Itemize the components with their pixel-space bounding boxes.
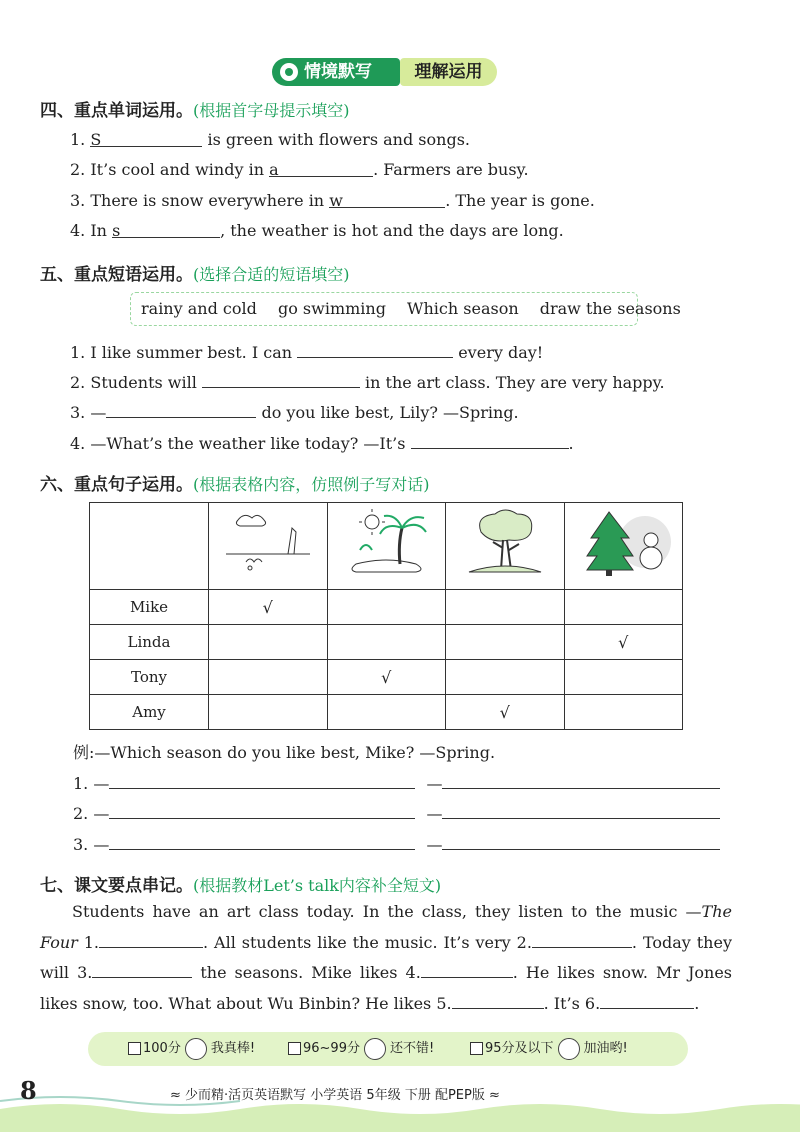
- mark-cell: √: [327, 660, 446, 695]
- mark-cell: [446, 660, 565, 695]
- passage-text: . Today they will: [40, 932, 732, 982]
- blank-number: 6.: [584, 993, 601, 1013]
- passage-text: . All students like the music. It’s very: [203, 932, 511, 952]
- corner-cell: [90, 503, 209, 590]
- blank-1[interactable]: [90, 130, 202, 147]
- blank[interactable]: [411, 432, 569, 449]
- blank-number: 4.: [405, 963, 421, 982]
- section-4-heading: 四、重点单词运用。: [40, 101, 193, 121]
- blank-number: 5.: [436, 993, 452, 1013]
- mark-cell: [564, 660, 683, 695]
- item-number: 3.: [70, 191, 86, 210]
- answer-blank[interactable]: [442, 772, 720, 789]
- summer-icon: [336, 506, 436, 582]
- mark-cell: √: [446, 695, 565, 730]
- summer-picture: [327, 503, 446, 590]
- answer-dash: —: [426, 804, 443, 823]
- item-number: 2.: [70, 160, 86, 179]
- mark-cell: √: [564, 625, 683, 660]
- mark-cell: [327, 695, 446, 730]
- flower-icon: [280, 63, 298, 81]
- banner-left-label: 情境默写: [304, 62, 372, 82]
- section-7-title: [40, 871, 441, 896]
- blank[interactable]: [297, 341, 453, 358]
- section-banner: [272, 58, 497, 86]
- section-6-hint: (根据表格内容，仿照例子写对话): [193, 475, 430, 494]
- item-text: . The year is gone.: [445, 191, 595, 210]
- sec5-item-1: [70, 341, 543, 362]
- score-range: 95分及以下: [485, 1041, 554, 1056]
- section-7-hint: (根据教材Let’s talk内容补全短文): [193, 876, 442, 895]
- phrase-option: draw the seasons: [539, 299, 681, 318]
- item-number: 1.: [70, 130, 86, 149]
- item-number: 4.: [70, 221, 86, 240]
- mark-cell: [327, 625, 446, 660]
- answer-blank[interactable]: [442, 802, 720, 819]
- item-text: 2. Students will: [70, 373, 202, 392]
- section-6-title: [40, 470, 430, 495]
- mark-cell: [209, 625, 328, 660]
- initial-letter: w: [329, 191, 343, 210]
- page-number: 8: [20, 1076, 37, 1105]
- winter-icon: [573, 506, 673, 582]
- blank-number: 3.: [77, 963, 93, 982]
- blank[interactable]: [92, 961, 192, 978]
- answer-blank[interactable]: [109, 772, 415, 789]
- answer-blank[interactable]: [442, 833, 720, 850]
- answer-number: 3. —: [73, 835, 110, 854]
- item-text: 4. —What’s the weather like today? —It’s: [70, 434, 411, 453]
- item-text: in the art class. They are very happy.: [359, 373, 665, 392]
- item-text: .: [568, 434, 574, 453]
- checkbox[interactable]: [128, 1042, 141, 1055]
- phrase-option: rainy and cold: [141, 299, 257, 318]
- passage-text: . He likes snow. Mr Jones likes snow, too. What about Wu Binbin? He likes: [40, 963, 733, 1013]
- table-row: [90, 660, 683, 695]
- passage-text: Students have an art class today. In the class, they listen to the music —: [72, 902, 702, 921]
- score-range: 100分: [143, 1041, 181, 1056]
- item-text: do you like best, Lily? —Spring.: [256, 403, 519, 422]
- item-text: is green with flowers and songs.: [202, 130, 470, 149]
- name-cell: Tony: [90, 660, 209, 695]
- section-5-title: [40, 260, 350, 285]
- banner-left: [272, 58, 400, 86]
- item-text: 1. I like summer best. I can: [70, 343, 298, 362]
- answer-line-2: [73, 802, 720, 823]
- blank[interactable]: [532, 931, 632, 948]
- sec4-item-2: [70, 160, 529, 179]
- phrase-option: Which season: [407, 299, 519, 318]
- initial-letter: a: [269, 160, 279, 179]
- spring-icon: [218, 506, 318, 582]
- item-text: There is snow everywhere in: [90, 191, 330, 210]
- table-row: [90, 695, 683, 730]
- mark-cell: [446, 625, 565, 660]
- answer-blank[interactable]: [109, 802, 415, 819]
- answer-number: 2. —: [73, 804, 110, 823]
- sec5-item-3: [70, 401, 519, 422]
- banner-right: 理解运用: [400, 58, 497, 86]
- mark-cell: √: [209, 590, 328, 625]
- blank[interactable]: [600, 992, 694, 1009]
- sec5-item-2: [70, 371, 665, 392]
- phrase-option: go swimming: [277, 299, 386, 318]
- sec5-item-4: [70, 432, 574, 453]
- sec4-item-1: [70, 130, 470, 149]
- mark-cell: [209, 660, 328, 695]
- season-table: [89, 502, 683, 730]
- initial-letter: s: [112, 221, 121, 240]
- item-text: 3. —: [70, 403, 107, 422]
- mark-cell: [564, 590, 683, 625]
- blank-3[interactable]: [329, 191, 445, 208]
- score-option-1: [128, 1032, 255, 1066]
- passage-text: . It’s: [543, 993, 580, 1013]
- score-message: 我真棒!: [210, 1041, 256, 1056]
- score-range: 96~99分: [303, 1041, 360, 1056]
- initial-letter: S: [90, 130, 102, 149]
- autumn-picture: [446, 503, 565, 590]
- cheer-face-icon: [558, 1038, 580, 1060]
- example-line: 例:—Which season do you like best, Mike? —Spring.: [73, 743, 496, 762]
- section-4-title: [40, 96, 350, 121]
- blank[interactable]: [202, 371, 360, 388]
- score-bar: [88, 1032, 688, 1066]
- answer-blank[interactable]: [109, 833, 415, 850]
- checkbox[interactable]: [288, 1042, 301, 1055]
- checkbox[interactable]: [470, 1042, 483, 1055]
- smile-face-icon: [364, 1038, 386, 1060]
- mark-cell: [209, 695, 328, 730]
- answer-dash: —: [426, 774, 443, 793]
- autumn-icon: [455, 506, 555, 582]
- blank-4[interactable]: [112, 221, 220, 238]
- section-6-heading: 六、重点句子运用。: [40, 475, 193, 495]
- table-row: [90, 625, 683, 660]
- table-row: [90, 590, 683, 625]
- footer-text: ≈ 少而精·活页英语默写 小学英语 5年级 下册 配PEP版 ≈: [170, 1088, 500, 1103]
- mark-cell: [564, 695, 683, 730]
- item-text: , the weather is hot and the days are long.: [220, 221, 564, 240]
- section-5-heading: 五、重点短语运用。: [40, 265, 193, 285]
- mark-cell: [327, 590, 446, 625]
- answer-line-1: [73, 772, 720, 793]
- section-7-heading: 七、课文要点串记。: [40, 876, 193, 896]
- score-message: 还不错!: [389, 1041, 435, 1056]
- item-text: It’s cool and windy in: [90, 160, 270, 179]
- passage-text: .: [694, 993, 700, 1013]
- happy-face-icon: [185, 1038, 207, 1060]
- item-text: In: [90, 221, 113, 240]
- answer-line-3: [73, 833, 720, 854]
- answer-dash: —: [426, 835, 443, 854]
- blank[interactable]: [99, 931, 203, 948]
- score-message: 加油哟!: [583, 1041, 628, 1056]
- blank-2[interactable]: [269, 160, 373, 177]
- score-option-2: [288, 1032, 434, 1066]
- sec4-item-4: [70, 221, 564, 240]
- blank-number: 1.: [83, 932, 100, 952]
- name-cell: Mike: [90, 590, 209, 625]
- item-text: every day!: [453, 343, 544, 362]
- blank-number: 2.: [516, 932, 532, 952]
- score-option-3: [470, 1032, 628, 1066]
- name-cell: Amy: [90, 695, 209, 730]
- passage-text: the seasons. Mike likes: [192, 963, 398, 982]
- phrase-box: [130, 292, 681, 326]
- blank[interactable]: [452, 992, 544, 1009]
- section-5-hint: (选择合适的短语填空): [193, 265, 350, 284]
- spring-picture: [209, 503, 328, 590]
- music-title: The Four: [40, 902, 732, 952]
- winter-picture: [564, 503, 683, 590]
- blank[interactable]: [421, 961, 513, 978]
- sec4-item-3: [70, 191, 595, 210]
- passage: [40, 897, 732, 1019]
- name-cell: Linda: [90, 625, 209, 660]
- section-4-hint: (根据首字母提示填空): [193, 101, 350, 120]
- answer-number: 1. —: [73, 774, 110, 793]
- mark-cell: [446, 590, 565, 625]
- blank[interactable]: [106, 401, 256, 418]
- item-text: . Farmers are busy.: [373, 160, 529, 179]
